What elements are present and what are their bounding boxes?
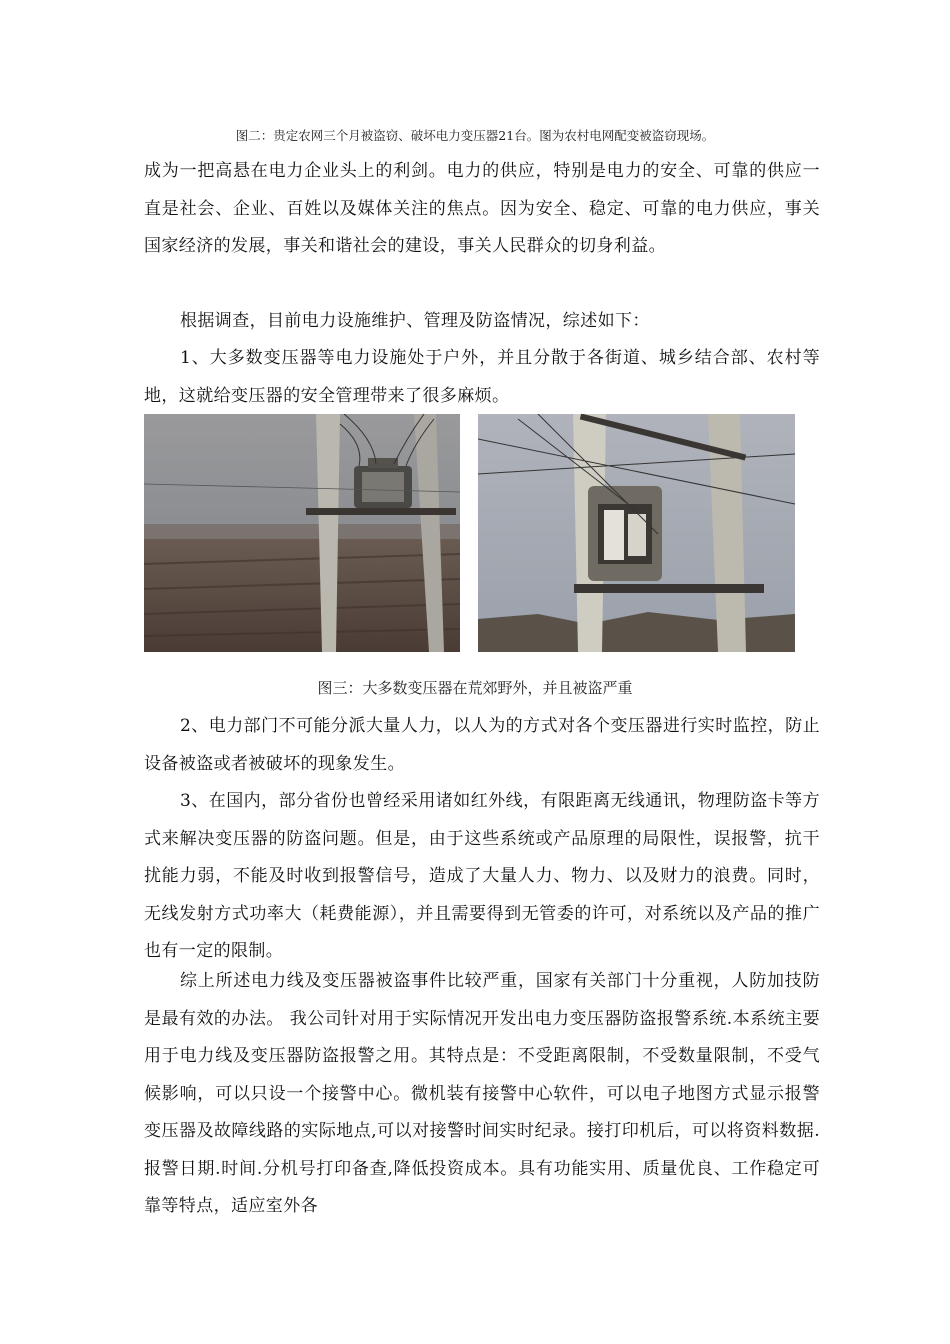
paragraph-reliability: 成为一把高悬在电力企业头上的利剑。电力的供应，特别是电力的安全、可靠的供应一直是社会、企业、百姓以及媒体关注的焦点。因为安全、稳定、可靠的电力供应，事关国家经济的发展，事关和谐社会的建设，事关人民群众的切身利益。	[144, 161, 820, 256]
figure-2-caption: 图二：贵定农网三个月被盗窃、破坏电力变压器21台。图为农村电网配变被盗窃现场。	[235, 128, 715, 143]
transformer-photo-right	[478, 414, 795, 652]
figure-3-caption: 图三：大多数变压器在荒郊野外，并且被盗严重	[317, 679, 633, 697]
paragraph-survey-intro: 根据调查，目前电力设施维护、管理及防盗情况，综述如下：	[180, 311, 650, 331]
paragraph-point-1: 1、大多数变压器等电力设施处于户外，并且分散于各街道、城乡结合部、农村等地，这就给变压器的安全管理带来了很多麻烦。	[144, 348, 820, 406]
paragraph-summary: 综上所述电力线及变压器被盗事件比较严重，国家有关部门十分重视，人防加技防是最有效的办法。 我公司针对用于实际情况开发出电力变压器防盗报警系统.本系统主要用于电力线及变压器防盗报警之用。其特点是：不受距离限制，不受数量限制，不受气候影响，可以只设一个接警中心。微机装有接警中心软件，可以电子地图方式显示报警变压器及故障线路的实际地点,可以对接警时间实时纪录。接打印机后，可以将资料数据.报警日期.时间.分机号打印备查,降低投资成本。具有功能实用、质量优良、工作稳定可靠等特点，适应室外各	[144, 971, 820, 1216]
transformer-photo-left	[144, 414, 460, 652]
paragraph-point-3: 3、在国内，部分省份也曾经采用诸如红外线，有限距离无线通讯，物理防盗卡等方式来解决变压器的防盗问题。但是，由于这些系统或产品原理的局限性，误报警，抗干扰能力弱，不能及时收到报警信号，造成了大量人力、物力、以及财力的浪费。同时，无线发射方式功率大（耗费能源），并且需要得到无管委的许可，对系统以及产品的推广也有一定的限制。	[144, 791, 820, 961]
paragraph-point-2: 2、电力部门不可能分派大量人力，以人为的方式对各个变压器进行实时监控，防止设备被盗或者被破坏的现象发生。	[144, 716, 820, 774]
